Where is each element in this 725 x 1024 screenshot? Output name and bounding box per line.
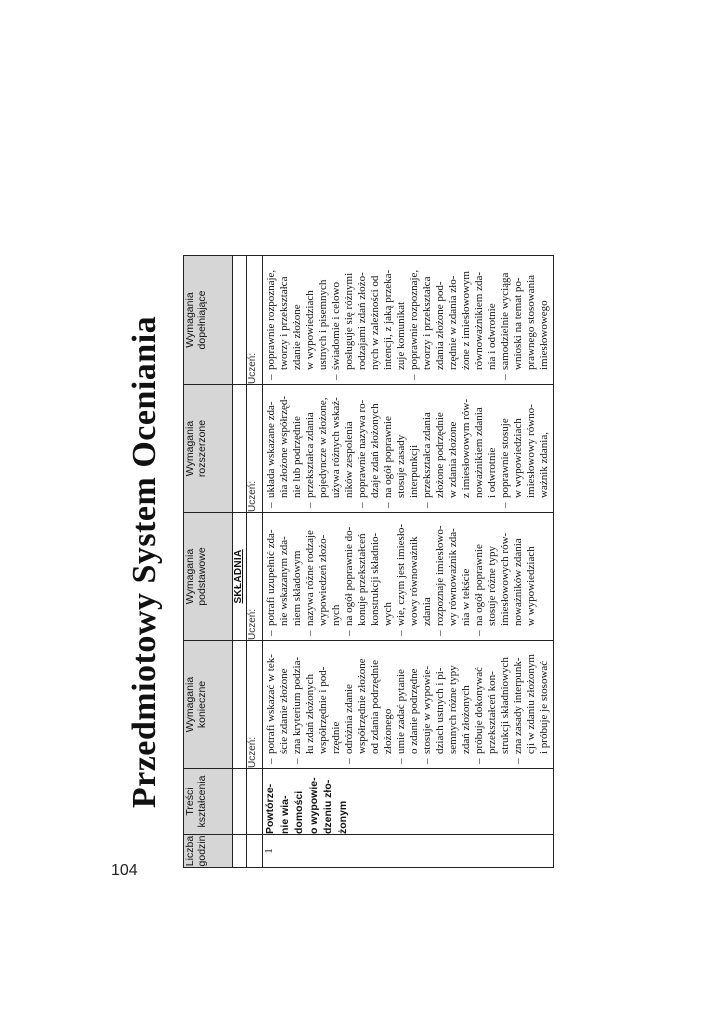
- requirement-line: konstrukcji składnio-: [369, 532, 381, 626]
- requirement-item: [265, 258, 330, 380]
- requirement-line: – na ogół poprawnie: [382, 416, 394, 498]
- requirement-item: [304, 515, 343, 636]
- content-row: [263, 256, 554, 868]
- requirement-item: [408, 258, 499, 380]
- requirement-line: wych: [382, 602, 394, 626]
- page-number: 104: [111, 862, 138, 879]
- requirement-line: nie wskazanym zda-: [278, 536, 290, 626]
- requirement-item: [330, 258, 408, 380]
- rozszerzone-cell: [263, 385, 554, 513]
- requirement-item: [499, 387, 551, 508]
- rotated-page-content: [125, 256, 585, 868]
- requirement-line: ście zdanie złożone: [278, 668, 290, 754]
- requirement-line: złożonego: [382, 708, 394, 754]
- requirement-line: niem składowym: [291, 550, 303, 626]
- requirement-line: – nazywa różne rodzaje: [304, 530, 316, 626]
- requirement-line: w wypowiedziach: [304, 290, 316, 370]
- uczen-label: Uczeń:: [247, 641, 263, 769]
- requirement-line: – potrafi uzupełnić zda-: [265, 529, 277, 626]
- requirement-line: imiesłowowego: [538, 300, 550, 370]
- requirement-line: żone z imiesłowowym: [460, 271, 472, 370]
- requirement-line: zdania: [421, 597, 433, 626]
- requirement-line: – układa wskazane zda-: [265, 401, 277, 498]
- uczen-blank: [247, 769, 263, 835]
- requirement-line: imiesłowowych rów-: [499, 532, 511, 626]
- requirement-line: prawnego stosowania: [525, 274, 537, 370]
- requirement-item: [343, 515, 395, 636]
- uczen-label: Uczeń:: [247, 256, 263, 385]
- requirement-item: [395, 643, 421, 764]
- uczen-label: Uczeń:: [247, 513, 263, 641]
- requirement-line: ważnik zdania,: [538, 432, 550, 498]
- header-dopelniajace: Wymagania dopełniające: [184, 256, 233, 385]
- requirement-line: tworzy i przekształca: [421, 276, 433, 370]
- section-blank: [233, 385, 247, 513]
- requirement-line: nia złożone współrzęd-: [278, 395, 290, 498]
- requirement-line: – rozpoznaje imiesłowo-: [434, 525, 446, 626]
- requirement-line: imiesłowowy równo-: [525, 404, 537, 498]
- requirement-line: złożone podrzędnie: [434, 412, 446, 498]
- requirement-item: [343, 643, 395, 764]
- requirement-line: współrzędnie i pod-: [317, 666, 329, 754]
- requirement-line: – poprawnie stosuje: [499, 418, 511, 498]
- requirement-line: od zdania podrzędnie: [369, 659, 381, 754]
- requirement-line: – na ogół poprawnie: [473, 544, 485, 626]
- requirement-line: przekształceń kon-: [486, 671, 498, 754]
- section-blank: [233, 769, 247, 835]
- podstawowe-list: [263, 513, 538, 640]
- requirement-line: nych: [330, 604, 342, 626]
- requirement-line: cji w zdaniu złożonym: [525, 654, 537, 754]
- requirement-line: nia i odwrotnie: [486, 303, 498, 370]
- requirement-line: o zdanie podrzędne: [408, 668, 420, 754]
- header-podstawowe: Wymagania podstawowe: [184, 513, 233, 641]
- requirement-line: z imiesłowowym rów-: [460, 399, 472, 498]
- requirement-line: nych w zależności od: [369, 275, 381, 370]
- uczen-label: Uczeń:: [247, 385, 263, 513]
- requirement-line: – przekształca zdania: [421, 412, 433, 498]
- requirement-line: – poprawnie rozpoznaje,: [265, 269, 277, 370]
- requirement-line: wnioski na temat po-: [512, 277, 524, 370]
- requirement-line: – poprawnie rozpoznaje,: [408, 269, 420, 370]
- requirement-line: zuje komunikat: [395, 301, 407, 370]
- requirement-line: – zna zasady interpunk-: [512, 657, 524, 754]
- header-liczba-godzin: Liczba godzin: [184, 835, 233, 868]
- requirement-line: konuje przekształceń: [356, 533, 368, 626]
- page-title: Przedmiotowy System Oceniania: [126, 315, 163, 809]
- requirement-line: strukcji składniowych: [499, 657, 511, 754]
- requirement-line: – wie, czym jest imiesło-: [395, 523, 407, 626]
- requirement-line: zdanie złożone: [291, 304, 303, 370]
- podstawowe-cell: [263, 513, 554, 641]
- requirement-line: stosuje różne typy: [486, 545, 498, 626]
- assessment-table: [183, 255, 554, 868]
- requirement-line: w wypowiedziach: [525, 546, 537, 626]
- header-row: [184, 256, 233, 868]
- requirement-item: [356, 387, 382, 508]
- requirement-item: [291, 643, 343, 764]
- uczen-row: [247, 256, 263, 868]
- requirement-line: dziach ustnych i pi-: [434, 667, 446, 754]
- dopelniajace-cell: [263, 256, 554, 385]
- requirement-line: intencji, z jaką przeka-: [382, 269, 394, 370]
- requirement-line: – próbuje dokonywać: [473, 666, 485, 754]
- requirement-line: wypowiedzeń złożo-: [317, 534, 329, 626]
- section-blank: [233, 256, 247, 385]
- requirement-line: wy równoważnik zda-: [447, 528, 459, 626]
- requirement-line: rzędnie: [330, 721, 342, 754]
- requirement-item: [473, 515, 538, 636]
- requirement-line: pojedyncze w złożone,: [317, 397, 329, 498]
- requirement-line: – zna kryterium podzia-: [291, 656, 303, 754]
- header-konieczne: Wymagania konieczne: [184, 641, 233, 769]
- requirement-line: semnych różne typy: [447, 665, 459, 754]
- requirement-line: – świadomie i celowo: [330, 282, 342, 370]
- section-title: SKŁADNIA: [233, 513, 247, 641]
- requirement-item: [265, 515, 304, 636]
- requirement-line: w zdania złożone: [447, 421, 459, 498]
- dopelniajace-list: [263, 256, 551, 384]
- requirement-item: [304, 387, 356, 508]
- requirement-line: stosuje zasady: [395, 434, 407, 498]
- requirement-line: rzędnie w zdania zło-: [447, 275, 459, 370]
- requirement-line: – potrafi wskazać w tek-: [265, 654, 277, 754]
- requirement-line: – stosuje w wypowie-: [421, 666, 433, 754]
- konieczne-list: [263, 641, 551, 768]
- requirement-line: dzaje zdań złożonych: [369, 403, 381, 498]
- requirement-line: rodzajami zdań złożo-: [356, 272, 368, 370]
- requirement-item: [265, 643, 291, 764]
- requirement-line: równoważnikiem zda-: [473, 271, 485, 370]
- requirement-line: współrzędnie złożone: [356, 658, 368, 754]
- requirement-line: i próbuje je stosować: [538, 660, 550, 754]
- requirement-line: – poprawnie nazywa ro-: [356, 399, 368, 498]
- requirement-line: – umie zadać pytanie: [395, 669, 407, 754]
- rozszerzone-list: [263, 385, 551, 512]
- requirement-line: tworzy i przekształca: [278, 276, 290, 370]
- requirement-item: [421, 643, 473, 764]
- requirement-line: interpunkcji: [408, 444, 420, 498]
- hours-cell: 1: [263, 835, 554, 868]
- section-blank: [233, 641, 247, 769]
- section-row: [233, 256, 247, 868]
- requirement-line: nie lub podrzędnie: [291, 416, 303, 498]
- konieczne-cell: [263, 641, 554, 769]
- requirement-line: w wypowiedziach: [512, 418, 524, 498]
- requirement-item: [512, 643, 551, 764]
- requirement-line: zdań złożonych: [460, 685, 472, 754]
- requirement-line: ustnych i pisemnych: [317, 279, 329, 370]
- requirement-line: – samodzielnie wyciąga: [499, 272, 511, 370]
- requirement-line: zdania złożone pod-: [434, 281, 446, 370]
- requirement-item: [382, 387, 421, 508]
- requirement-line: wowy równoważnik: [408, 536, 420, 626]
- requirement-line: nia w tekście: [460, 568, 472, 626]
- requirement-line: – na ogół poprawnie do-: [343, 526, 355, 626]
- requirement-line: – przekształca zdania: [304, 412, 316, 498]
- requirement-item: [395, 515, 434, 636]
- requirement-line: noważnikiem zdania: [473, 407, 485, 498]
- header-rozszerzone: Wymagania rozszerzone: [184, 385, 233, 513]
- requirement-line: używa różnych wskaź-: [330, 397, 342, 498]
- requirement-item: [421, 387, 499, 508]
- requirement-line: i odwrotnie: [486, 447, 498, 498]
- requirement-item: [434, 515, 473, 636]
- uczen-blank: [247, 835, 263, 868]
- requirement-line: łu zdań złożonych: [304, 673, 316, 754]
- requirement-line: – odróżnia zdanie: [343, 684, 355, 754]
- topic-cell: Powtórze- nie wia- domości o wypowie- dzeniu zło- żonym: [263, 769, 554, 835]
- requirement-line: noważników zdania: [512, 538, 524, 626]
- requirement-line: posługuje się różnymi: [343, 272, 355, 370]
- requirement-line: ników zespolenia: [343, 421, 355, 498]
- requirement-item: [473, 643, 512, 764]
- section-blank: [233, 835, 247, 868]
- requirement-item: [499, 258, 551, 380]
- header-tresci-ksztalcenia: Treści kształcenia: [184, 769, 233, 835]
- requirement-item: [265, 387, 304, 508]
